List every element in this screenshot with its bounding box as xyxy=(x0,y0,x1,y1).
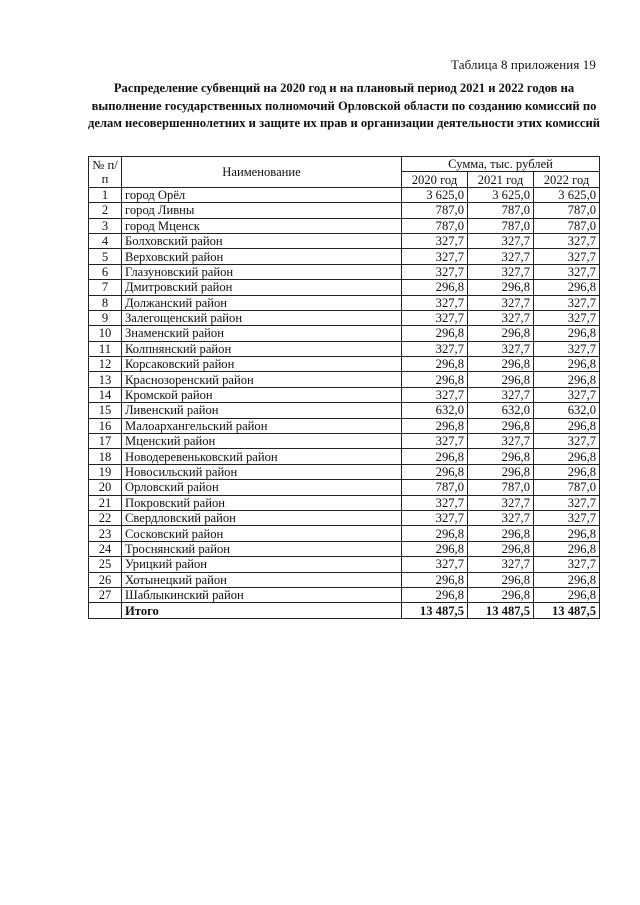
row-number: 9 xyxy=(89,310,122,325)
header-year-2022: 2022 год xyxy=(534,172,600,187)
amount-2020: 3 625,0 xyxy=(402,187,468,202)
row-number: 25 xyxy=(89,557,122,572)
amount-2022: 296,8 xyxy=(534,541,600,556)
row-number: 6 xyxy=(89,264,122,279)
amount-2021: 296,8 xyxy=(468,326,534,341)
municipality-name: Болховский район xyxy=(122,233,402,248)
amount-2020: 296,8 xyxy=(402,418,468,433)
amount-2021: 327,7 xyxy=(468,310,534,325)
table-row xyxy=(89,357,600,372)
amount-2021: 327,7 xyxy=(468,510,534,525)
amount-2020: 327,7 xyxy=(402,249,468,264)
amount-2020: 327,7 xyxy=(402,387,468,402)
amount-2020: 787,0 xyxy=(402,203,468,218)
amount-2022: 296,8 xyxy=(534,449,600,464)
table-row xyxy=(89,418,600,433)
row-number: 7 xyxy=(89,280,122,295)
amount-2021: 327,7 xyxy=(468,264,534,279)
amount-2022: 327,7 xyxy=(534,264,600,279)
municipality-name: Шаблыкинский район xyxy=(122,587,402,602)
table-row xyxy=(89,449,600,464)
amount-2021: 296,8 xyxy=(468,526,534,541)
table-row xyxy=(89,187,600,202)
amount-2022: 327,7 xyxy=(534,495,600,510)
amount-2020: 327,7 xyxy=(402,341,468,356)
row-number: 13 xyxy=(89,372,122,387)
amount-2021: 296,8 xyxy=(468,449,534,464)
amount-2020: 787,0 xyxy=(402,218,468,233)
amount-2022: 327,7 xyxy=(534,557,600,572)
amount-2022: 327,7 xyxy=(534,295,600,310)
municipality-name: Знаменский район xyxy=(122,326,402,341)
amount-2022: 787,0 xyxy=(534,218,600,233)
municipality-name: Должанский район xyxy=(122,295,402,310)
table-row xyxy=(89,249,600,264)
amount-2021: 327,7 xyxy=(468,233,534,248)
header-sum: Сумма, тыс. рублей xyxy=(402,157,600,172)
municipality-name: город Ливны xyxy=(122,203,402,218)
amount-2022: 296,8 xyxy=(534,372,600,387)
municipality-name: город Орёл xyxy=(122,187,402,202)
row-number: 11 xyxy=(89,341,122,356)
total-label: Итого xyxy=(122,603,402,618)
amount-2020: 296,8 xyxy=(402,587,468,602)
table-row xyxy=(89,541,600,556)
row-number: 15 xyxy=(89,403,122,418)
amount-2021: 296,8 xyxy=(468,357,534,372)
amount-2021: 787,0 xyxy=(468,480,534,495)
amount-2022: 787,0 xyxy=(534,480,600,495)
table-row xyxy=(89,572,600,587)
total-2021: 13 487,5 xyxy=(468,603,534,618)
amount-2020: 327,7 xyxy=(402,557,468,572)
municipality-name: Малоархангельский район xyxy=(122,418,402,433)
amount-2022: 632,0 xyxy=(534,403,600,418)
amount-2021: 296,8 xyxy=(468,280,534,295)
table-row xyxy=(89,310,600,325)
amount-2020: 296,8 xyxy=(402,526,468,541)
amount-2020: 296,8 xyxy=(402,464,468,479)
table-row xyxy=(89,464,600,479)
row-number: 19 xyxy=(89,464,122,479)
total-2020: 13 487,5 xyxy=(402,603,468,618)
amount-2020: 296,8 xyxy=(402,326,468,341)
amount-2020: 296,8 xyxy=(402,572,468,587)
table-row xyxy=(89,218,600,233)
table-row xyxy=(89,557,600,572)
table-row xyxy=(89,341,600,356)
total-row xyxy=(89,603,600,618)
header-year-2020: 2020 год xyxy=(402,172,468,187)
row-number: 20 xyxy=(89,480,122,495)
amount-2020: 327,7 xyxy=(402,264,468,279)
amount-2022: 327,7 xyxy=(534,249,600,264)
row-number: 3 xyxy=(89,218,122,233)
municipality-name: Покровский район xyxy=(122,495,402,510)
amount-2021: 327,7 xyxy=(468,557,534,572)
amount-2021: 787,0 xyxy=(468,218,534,233)
amount-2020: 296,8 xyxy=(402,357,468,372)
table-row xyxy=(89,526,600,541)
total-number-cell xyxy=(89,603,122,618)
row-number: 23 xyxy=(89,526,122,541)
total-2022: 13 487,5 xyxy=(534,603,600,618)
row-number: 27 xyxy=(89,587,122,602)
amount-2022: 296,8 xyxy=(534,587,600,602)
row-number: 12 xyxy=(89,357,122,372)
amount-2022: 3 625,0 xyxy=(534,187,600,202)
amount-2021: 296,8 xyxy=(468,418,534,433)
table-row xyxy=(89,233,600,248)
amount-2022: 296,8 xyxy=(534,464,600,479)
amount-2020: 327,7 xyxy=(402,495,468,510)
header-year-2021: 2021 год xyxy=(468,172,534,187)
amount-2021: 327,7 xyxy=(468,341,534,356)
table-row xyxy=(89,434,600,449)
row-number: 18 xyxy=(89,449,122,464)
municipality-name: Новосильский район xyxy=(122,464,402,479)
amount-2022: 327,7 xyxy=(534,434,600,449)
amount-2021: 296,8 xyxy=(468,372,534,387)
table-row xyxy=(89,587,600,602)
amount-2021: 327,7 xyxy=(468,249,534,264)
amount-2022: 327,7 xyxy=(534,510,600,525)
row-number: 21 xyxy=(89,495,122,510)
amount-2022: 296,8 xyxy=(534,572,600,587)
amount-2020: 327,7 xyxy=(402,434,468,449)
row-number: 24 xyxy=(89,541,122,556)
municipality-name: Свердловский район xyxy=(122,510,402,525)
amount-2020: 296,8 xyxy=(402,449,468,464)
municipality-name: Троснянский район xyxy=(122,541,402,556)
amount-2021: 296,8 xyxy=(468,464,534,479)
municipality-name: Колпнянский район xyxy=(122,341,402,356)
table-row xyxy=(89,372,600,387)
amount-2020: 296,8 xyxy=(402,372,468,387)
table-row xyxy=(89,403,600,418)
table-row xyxy=(89,387,600,402)
row-number: 2 xyxy=(89,203,122,218)
municipality-name: Залегощенский район xyxy=(122,310,402,325)
amount-2020: 327,7 xyxy=(402,233,468,248)
row-number: 22 xyxy=(89,510,122,525)
municipality-name: Кромской район xyxy=(122,387,402,402)
table-row xyxy=(89,326,600,341)
amount-2022: 327,7 xyxy=(534,341,600,356)
table-caption: Таблица 8 приложения 19 xyxy=(451,57,596,72)
amount-2021: 787,0 xyxy=(468,203,534,218)
amount-2020: 327,7 xyxy=(402,510,468,525)
table-row xyxy=(89,264,600,279)
amount-2022: 296,8 xyxy=(534,418,600,433)
row-number: 16 xyxy=(89,418,122,433)
municipality-name: Мценский район xyxy=(122,434,402,449)
amount-2022: 296,8 xyxy=(534,280,600,295)
amount-2022: 296,8 xyxy=(534,326,600,341)
amount-2020: 296,8 xyxy=(402,541,468,556)
table-row xyxy=(89,280,600,295)
municipality-name: город Мценск xyxy=(122,218,402,233)
amount-2020: 787,0 xyxy=(402,480,468,495)
amount-2020: 296,8 xyxy=(402,280,468,295)
amount-2021: 327,7 xyxy=(468,387,534,402)
header-number: № п/п xyxy=(89,157,122,188)
table-row xyxy=(89,480,600,495)
header-name: Наименование xyxy=(122,157,402,188)
amount-2021: 327,7 xyxy=(468,495,534,510)
municipality-name: Верховский район xyxy=(122,249,402,264)
amount-2022: 787,0 xyxy=(534,203,600,218)
amount-2020: 327,7 xyxy=(402,295,468,310)
municipality-name: Урицкий район xyxy=(122,557,402,572)
municipality-name: Корсаковский район xyxy=(122,357,402,372)
subsidy-table xyxy=(88,156,600,619)
row-number: 26 xyxy=(89,572,122,587)
table-row xyxy=(89,510,600,525)
document-title: Распределение субвенций на 2020 год и на плановый период 2021 и 2022 годов на выполнение государственных полномочий Орловской области по созданию комиссий по делам несовершеннолетних и защите их прав и организации деятельности этих комиссий xyxy=(88,81,600,130)
amount-2021: 3 625,0 xyxy=(468,187,534,202)
municipality-name: Орловский район xyxy=(122,480,402,495)
amount-2020: 327,7 xyxy=(402,310,468,325)
municipality-name: Хотынецкий район xyxy=(122,572,402,587)
table-body xyxy=(89,187,600,603)
municipality-name: Сосковский район xyxy=(122,526,402,541)
amount-2020: 632,0 xyxy=(402,403,468,418)
amount-2021: 327,7 xyxy=(468,295,534,310)
amount-2021: 296,8 xyxy=(468,572,534,587)
municipality-name: Новодеревеньковский район xyxy=(122,449,402,464)
amount-2022: 327,7 xyxy=(534,310,600,325)
municipality-name: Ливенский район xyxy=(122,403,402,418)
row-number: 5 xyxy=(89,249,122,264)
amount-2021: 296,8 xyxy=(468,541,534,556)
amount-2021: 296,8 xyxy=(468,587,534,602)
table-row xyxy=(89,203,600,218)
amount-2021: 327,7 xyxy=(468,434,534,449)
table-row xyxy=(89,495,600,510)
amount-2022: 296,8 xyxy=(534,357,600,372)
table-row xyxy=(89,295,600,310)
amount-2021: 632,0 xyxy=(468,403,534,418)
row-number: 10 xyxy=(89,326,122,341)
row-number: 8 xyxy=(89,295,122,310)
row-number: 17 xyxy=(89,434,122,449)
amount-2022: 296,8 xyxy=(534,526,600,541)
row-number: 4 xyxy=(89,233,122,248)
row-number: 14 xyxy=(89,387,122,402)
amount-2022: 327,7 xyxy=(534,387,600,402)
municipality-name: Краснозоренский район xyxy=(122,372,402,387)
municipality-name: Дмитровский район xyxy=(122,280,402,295)
municipality-name: Глазуновский район xyxy=(122,264,402,279)
amount-2022: 327,7 xyxy=(534,233,600,248)
row-number: 1 xyxy=(89,187,122,202)
